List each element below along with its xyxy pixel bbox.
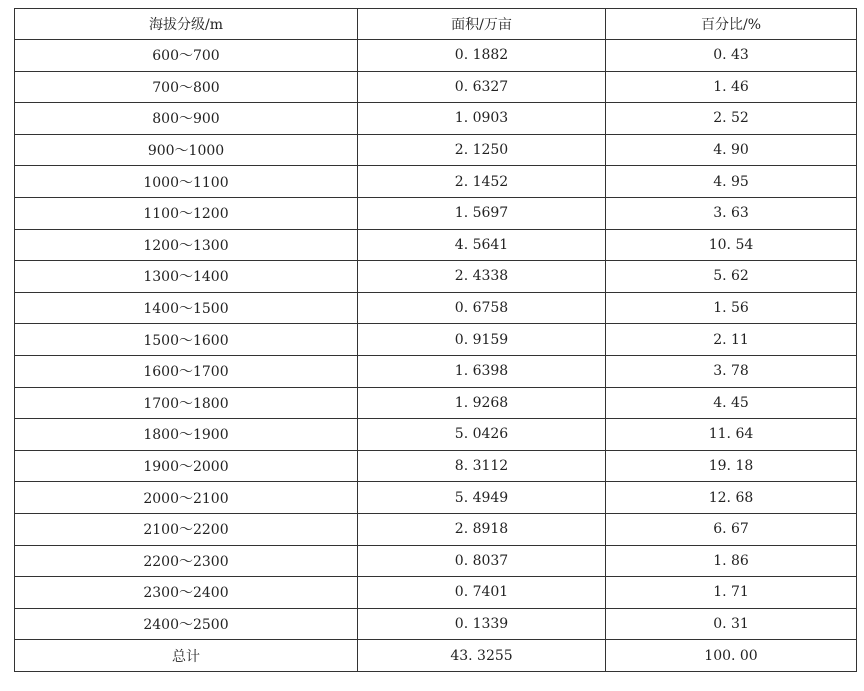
percent-cell: 2. 52 [606, 103, 857, 135]
area-cell: 2. 1452 [358, 166, 606, 198]
percent-cell: 12. 68 [606, 482, 857, 514]
area-cell: 0. 8037 [358, 545, 606, 577]
percent-cell: 10. 54 [606, 229, 857, 261]
table-row [15, 355, 857, 387]
area-cell: 0. 6327 [358, 71, 606, 103]
table-row [15, 40, 857, 72]
table-body [15, 40, 857, 672]
table-row [15, 197, 857, 229]
elevation-cell: 900～1000 [15, 134, 358, 166]
percent-cell: 1. 46 [606, 71, 857, 103]
elevation-cell: 1200～1300 [15, 229, 358, 261]
area-cell: 0. 6758 [358, 292, 606, 324]
elevation-cell: 2400～2500 [15, 608, 358, 640]
elevation-cell: 2000～2100 [15, 482, 358, 514]
total-area: 43. 3255 [358, 640, 606, 672]
elevation-cell: 1100～1200 [15, 197, 358, 229]
table-row [15, 71, 857, 103]
table-row [15, 387, 857, 419]
area-cell: 1. 5697 [358, 197, 606, 229]
elevation-cell: 1700～1800 [15, 387, 358, 419]
table-row [15, 103, 857, 135]
area-cell: 4. 5641 [358, 229, 606, 261]
table-row [15, 419, 857, 451]
percent-cell: 4. 95 [606, 166, 857, 198]
elevation-cell: 800～900 [15, 103, 358, 135]
percent-cell: 0. 31 [606, 608, 857, 640]
percent-cell: 3. 78 [606, 355, 857, 387]
table-row [15, 608, 857, 640]
header-percent: 百分比/% [606, 9, 857, 40]
header-row [15, 9, 857, 40]
percent-cell: 5. 62 [606, 261, 857, 293]
area-cell: 1. 9268 [358, 387, 606, 419]
table-row [15, 545, 857, 577]
percent-cell: 11. 64 [606, 419, 857, 451]
elevation-cell: 2200～2300 [15, 545, 358, 577]
table-row [15, 166, 857, 198]
percent-cell: 1. 56 [606, 292, 857, 324]
table-row [15, 482, 857, 514]
table-row [15, 577, 857, 609]
percent-cell: 19. 18 [606, 450, 857, 482]
table-row [15, 513, 857, 545]
elevation-cell: 2300～2400 [15, 577, 358, 609]
table-row [15, 292, 857, 324]
area-cell: 8. 3112 [358, 450, 606, 482]
area-cell: 2. 1250 [358, 134, 606, 166]
area-cell: 1. 6398 [358, 355, 606, 387]
data-table-container [14, 8, 856, 672]
table-row [15, 229, 857, 261]
area-cell: 5. 4949 [358, 482, 606, 514]
elevation-cell: 1900～2000 [15, 450, 358, 482]
total-percent: 100. 00 [606, 640, 857, 672]
elevation-cell: 1300～1400 [15, 261, 358, 293]
elevation-cell: 2100～2200 [15, 513, 358, 545]
percent-cell: 4. 90 [606, 134, 857, 166]
percent-cell: 1. 71 [606, 577, 857, 609]
elevation-cell: 1400～1500 [15, 292, 358, 324]
area-cell: 2. 8918 [358, 513, 606, 545]
area-cell: 0. 7401 [358, 577, 606, 609]
table-row [15, 324, 857, 356]
table-row [15, 134, 857, 166]
percent-cell: 4. 45 [606, 387, 857, 419]
total-label: 总计 [15, 640, 358, 672]
header-area: 面积/万亩 [358, 9, 606, 40]
header-elevation: 海拔分级/m [15, 9, 358, 40]
elevation-cell: 600～700 [15, 40, 358, 72]
area-cell: 0. 1339 [358, 608, 606, 640]
area-cell: 1. 0903 [358, 103, 606, 135]
percent-cell: 1. 86 [606, 545, 857, 577]
percent-cell: 6. 67 [606, 513, 857, 545]
elevation-cell: 1600～1700 [15, 355, 358, 387]
elevation-cell: 1500～1600 [15, 324, 358, 356]
table-row [15, 450, 857, 482]
area-cell: 0. 9159 [358, 324, 606, 356]
percent-cell: 3. 63 [606, 197, 857, 229]
area-cell: 5. 0426 [358, 419, 606, 451]
percent-cell: 2. 11 [606, 324, 857, 356]
total-row [15, 640, 857, 672]
percent-cell: 0. 43 [606, 40, 857, 72]
area-cell: 2. 4338 [358, 261, 606, 293]
elevation-area-table [14, 8, 857, 672]
area-cell: 0. 1882 [358, 40, 606, 72]
table-row [15, 261, 857, 293]
elevation-cell: 1000～1100 [15, 166, 358, 198]
elevation-cell: 1800～1900 [15, 419, 358, 451]
elevation-cell: 700～800 [15, 71, 358, 103]
